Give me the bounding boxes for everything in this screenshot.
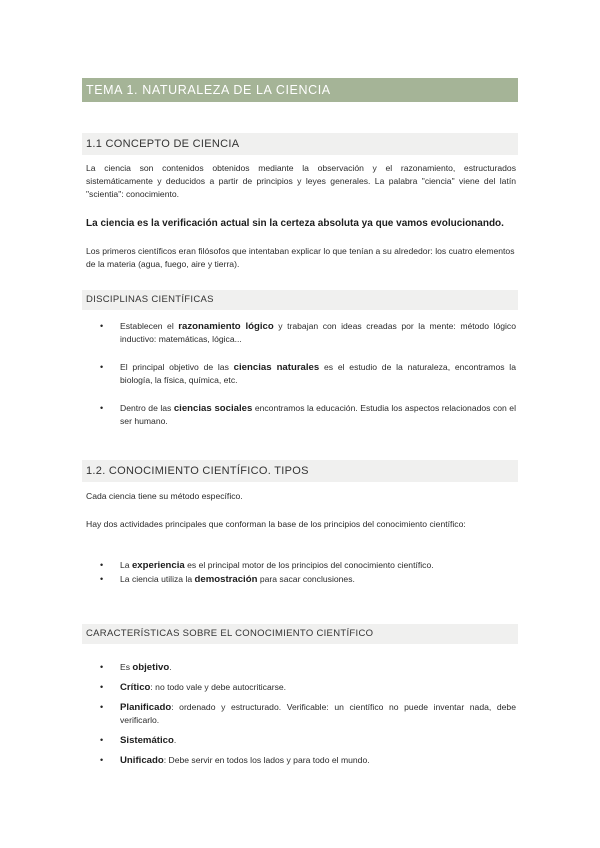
list-item-text: Sistemático. bbox=[120, 735, 177, 746]
bullet-icon: • bbox=[100, 702, 104, 712]
bullet-icon: • bbox=[100, 321, 104, 331]
list-item-text: El principal objetivo de las ciencias naturales es el estudio de la naturaleza, encontramos la biología, la física, química, etc. bbox=[120, 362, 516, 385]
list-item-text: Crítico: no todo vale y debe autocriticarse. bbox=[120, 682, 287, 693]
paragraph-metodo: Cada ciencia tiene su método específico. bbox=[86, 491, 243, 501]
bullet-icon: • bbox=[100, 362, 104, 372]
list-item-text: La experiencia es el principal motor de los principios del conocimiento científico. bbox=[120, 560, 434, 571]
list-item-text: La ciencia utiliza la demostración para sacar conclusiones. bbox=[120, 574, 355, 585]
list-item-text: Es objetivo. bbox=[120, 662, 172, 673]
list-item-text: Planificado: ordenado y estructurado. Verificable: un científico no puede inventar nada, debe verificarlo. bbox=[120, 702, 516, 725]
bullet-icon: • bbox=[100, 662, 104, 672]
list-item-text: Dentro de las ciencias sociales encontramos la educación. Estudia los aspectos relacionados con el ser humano. bbox=[120, 403, 516, 426]
bullet-icon: • bbox=[100, 574, 104, 584]
bullet-icon: • bbox=[100, 560, 104, 570]
highlighted-statement: La ciencia es la verificación actual sin la certeza absoluta ya que vamos evolucionando. bbox=[86, 218, 504, 229]
bullet-icon: • bbox=[100, 682, 104, 692]
list-item-text: Establecen el razonamiento lógico y trabajan con ideas creadas por la mente: método lógico inductivo: matemáticas, lógica... bbox=[120, 321, 516, 344]
paragraph-actividades: Hay dos actividades principales que conforman la base de los principios del conocimiento científico: bbox=[86, 519, 466, 529]
section-heading-caracteristicas: CARACTERÍSTICAS SOBRE EL CONOCIMIENTO CIENTÍFICO bbox=[82, 624, 518, 644]
section-heading-conocimiento: 1.2. CONOCIMIENTO CIENTÍFICO. TIPOS bbox=[82, 460, 518, 482]
bullet-icon: • bbox=[100, 403, 104, 413]
paragraph-filosofos: Los primeros científicos eran filósofos que intentaban explicar lo que tenían a su alrededor: los cuatro elementos de la materia (agua, fuego, aire y tierra). bbox=[86, 246, 515, 269]
section-heading-concepto: 1.1 CONCEPTO DE CIENCIA bbox=[82, 133, 518, 155]
bullet-icon: • bbox=[100, 735, 104, 745]
list-item-text: Unificado: Debe servir en todos los lados y para todo el mundo. bbox=[120, 755, 370, 766]
paragraph-definicion: La ciencia son contenidos obtenidos mediante la observación y el razonamiento, estructurados sistemáticamente y deducidos a partir de principios y leyes generales. La palabra "ciencia" viene del latín "scientia": conocimiento. bbox=[86, 163, 516, 199]
chapter-title-bar: TEMA 1. NATURALEZA DE LA CIENCIA bbox=[82, 78, 518, 102]
section-heading-disciplinas: DISCIPLINAS CIENTÍFICAS bbox=[82, 290, 518, 310]
bullet-icon: • bbox=[100, 755, 104, 765]
